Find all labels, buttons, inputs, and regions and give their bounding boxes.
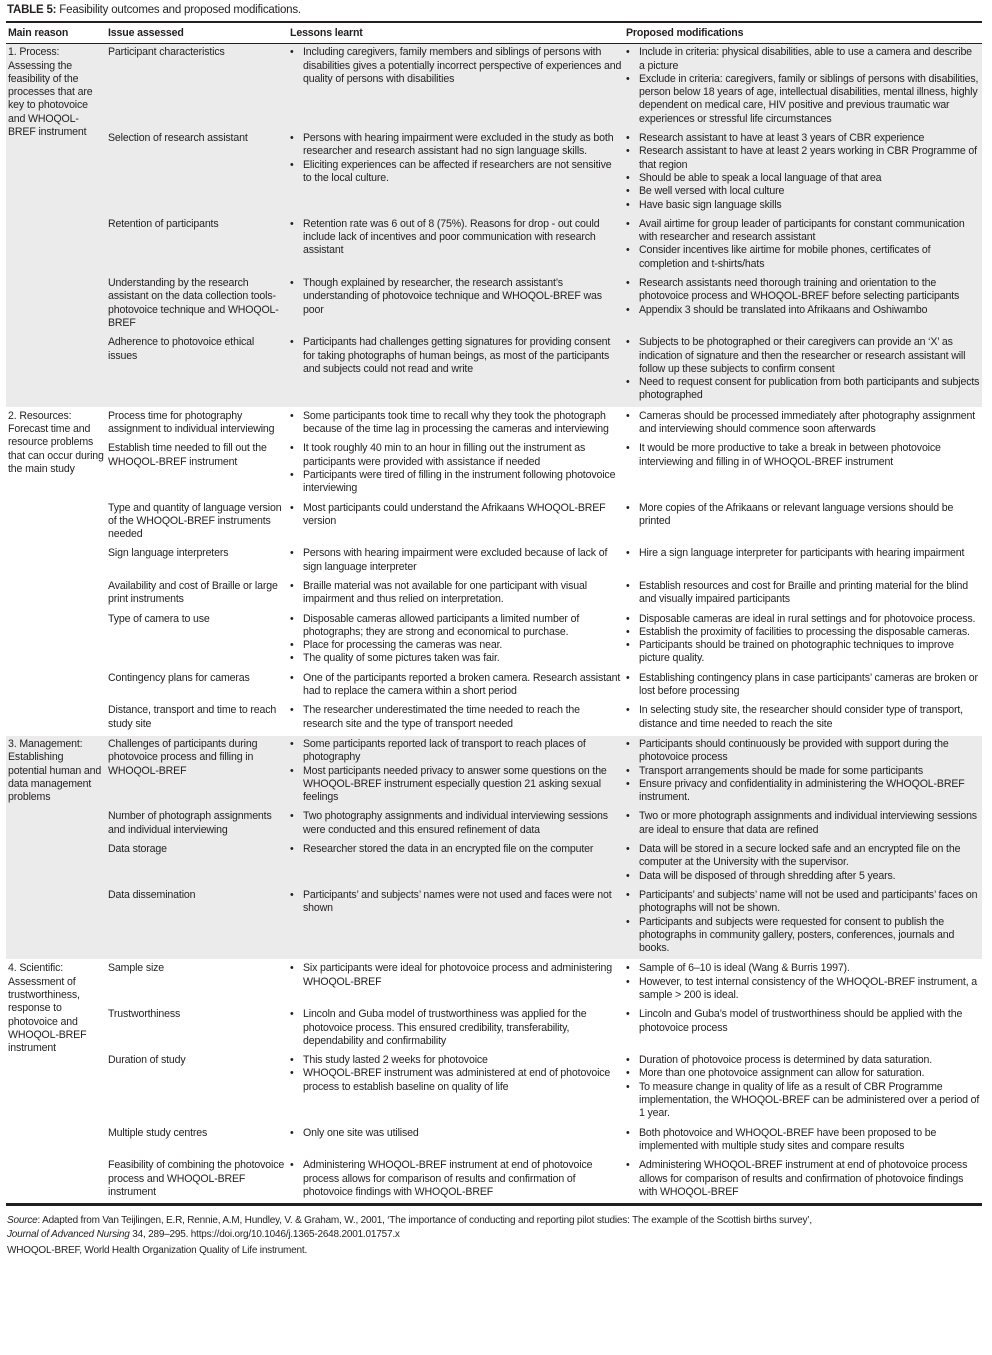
- list-item: • Exclude in criteria: caregivers, family or siblings of persons with disabilities, person below 18 years of age, intellectual disabilities, mental illness, highly dependent on medical care, HIV positive and previous traumatic war experiences or stressful life circumstances: [639, 73, 980, 126]
- lessons-list: [290, 672, 622, 699]
- modifications-cell: [624, 702, 982, 735]
- issue-cell: Number of photograph assignments and individual interviewing: [106, 808, 288, 841]
- modifications-cell: [624, 578, 982, 611]
- list-item: • Have basic sign language skills: [639, 199, 980, 212]
- table-row: [6, 670, 982, 703]
- modifications-cell: [624, 670, 982, 703]
- list-item: • Braille material was not available for one participant with visual impairment and thus relied on interpretation.: [303, 580, 622, 607]
- main-reason-cell: 4. Scientific: Assessment of trustworthiness, response to photovoice and WHOQOL-BREF instrument: [8, 962, 87, 1055]
- lessons-list: [290, 889, 622, 916]
- issue-cell: Contingency plans for cameras: [108, 671, 250, 684]
- issue-cell: Duration of study: [108, 1054, 186, 1067]
- modifications-cell: [624, 500, 982, 546]
- source-citation: 34, 289–295. https://doi.org/10.1046/j.1365-2648.2001.01757.x: [129, 1228, 400, 1240]
- lessons-cell: [288, 1006, 624, 1052]
- modifications-cell: [624, 1125, 982, 1158]
- main-reason-cell: 2. Resources: Forecast time and resource problems that can occur during the main study: [8, 409, 104, 475]
- modifications-cell: [624, 735, 982, 808]
- list-item: • Though explained by researcher, the research assistant’s understanding of photovoice technique and WHOQOL-BREF was poor: [303, 277, 622, 317]
- modifications-list: [626, 962, 980, 1002]
- lessons-list: [290, 218, 622, 258]
- issue-cell: Selection of research assistant: [106, 130, 288, 216]
- list-item: • Participants had challenges getting signatures for providing consent for taking photographs of human beings, as most of the participants and subjects could not read and write: [303, 336, 622, 376]
- modifications-cell: [624, 1157, 982, 1204]
- lessons-list: [290, 1054, 622, 1094]
- table-footnotes: [7, 1214, 812, 1258]
- issue-cell: Feasibility of combining the photovoice process and WHOQOL-BREF instrument: [108, 1159, 285, 1198]
- lessons-list: [290, 410, 622, 437]
- table-group: [6, 407, 982, 735]
- table-row: [6, 1052, 982, 1124]
- lessons-cell: [288, 275, 624, 334]
- issue-cell: Retention of participants: [106, 216, 288, 275]
- table-row: [6, 960, 982, 1006]
- modifications-list: [626, 1159, 980, 1199]
- list-item: • Research assistant to have at least 3 years of CBR experience: [639, 132, 980, 145]
- modifications-list: [626, 502, 980, 529]
- list-item: • Be well versed with local culture: [639, 185, 980, 198]
- issue-cell: Adherence to photovoice ethical issues: [106, 334, 288, 407]
- lessons-cell: [288, 611, 624, 670]
- list-item: • Include in criteria: physical disabilities, able to use a camera and describe a picture: [639, 46, 980, 73]
- issue-cell: Understanding by the research assistant on the data collection tools- photovoice technique and WHOQOL-BREF: [106, 275, 288, 334]
- lessons-list: [290, 810, 622, 837]
- modifications-list: [626, 704, 980, 731]
- list-item: • Transport arrangements should be made for some participants: [639, 765, 980, 778]
- list-item: • Including caregivers, family members and siblings of persons with disabilities gives a potentially incorrect perspective of experiences and quality of persons with disabilities: [303, 46, 622, 86]
- list-item: • The researcher underestimated the time needed to reach the research site and the type of transport needed: [303, 704, 622, 731]
- list-item: • Persons with hearing impairment were excluded because of lack of sign language interpreter: [303, 547, 622, 574]
- issue-cell: Sign language interpreters: [108, 547, 229, 560]
- list-item: • Consider incentives like airtime for mobile phones, certificates of completion and t-shirts/hats: [639, 244, 980, 271]
- list-item: • Sample of 6–10 is ideal (Wang & Burris 1997).: [639, 962, 980, 975]
- list-item: • WHOQOL-BREF instrument was administered at end of photovoice process to establish baseline on quality of life: [303, 1067, 622, 1094]
- lessons-list: [290, 502, 622, 529]
- modifications-list: [626, 1008, 980, 1035]
- issue-cell: Establish time needed to fill out the WHOQOL-BREF instrument: [108, 442, 267, 468]
- list-item: • Participants’ and subjects’ name will not be used and participants’ faces on photographs will not be shown.: [639, 889, 980, 916]
- modifications-cell: [624, 275, 982, 334]
- list-item: • Both photovoice and WHOQOL-BREF have been proposed to be implemented with multiple study sites and compare results: [639, 1127, 980, 1154]
- lessons-list: [290, 738, 622, 804]
- list-item: • Most participants could understand the Afrikaans WHOQOL-BREF version: [303, 502, 622, 529]
- issue-cell: Availability and cost of Braille or large print instruments: [108, 579, 278, 606]
- lessons-list: [290, 1159, 622, 1199]
- table-row: [6, 611, 982, 670]
- list-item: • It would be more productive to take a break in between photovoice interviewing and filling in of WHOQOL-BREF instrument: [639, 442, 980, 469]
- table-row: [6, 216, 982, 275]
- list-item: • Need to request consent for publication from both participants and subjects photographed: [639, 376, 980, 403]
- list-item: • Participants were tired of filling in the instrument following photovoice interviewing: [303, 469, 622, 496]
- list-item: • Participants and subjects were requested for consent to publish the photographs in community gallery, posters, conferences, journals and books.: [639, 916, 980, 956]
- list-item: • Participants should be trained on photographic techniques to improve picture quality.: [639, 639, 980, 666]
- lessons-cell: [288, 808, 624, 841]
- lessons-cell: [288, 841, 624, 887]
- list-item: • This study lasted 2 weeks for photovoice: [303, 1054, 622, 1067]
- modifications-list: [626, 46, 980, 126]
- modifications-list: [626, 442, 980, 469]
- table-title: Feasibility outcomes and proposed modifications.: [59, 4, 301, 16]
- lessons-cell: [288, 545, 624, 578]
- modifications-list: [626, 613, 980, 666]
- table-row: [6, 841, 982, 887]
- list-item: • In selecting study site, the researcher should consider type of transport, distance and time needed to reach the site: [639, 704, 980, 731]
- modifications-list: [626, 218, 980, 271]
- issue-cell: Multiple study centres: [108, 1126, 208, 1139]
- source-label: Source: [7, 1215, 38, 1227]
- list-item: • Some participants reported lack of transport to reach places of photography: [303, 738, 622, 765]
- lessons-list: [290, 704, 622, 731]
- lessons-cell: [288, 1157, 624, 1204]
- issue-cell: Data dissemination: [106, 887, 288, 960]
- list-item: • Research assistant to have at least 2 years working in CBR Programme of that region: [639, 145, 980, 172]
- list-item: • Participants should continuously be provided with support during the photovoice process: [639, 738, 980, 765]
- modifications-list: [626, 410, 980, 437]
- lessons-cell: [288, 578, 624, 611]
- modifications-cell: [624, 611, 982, 670]
- list-item: • Six participants were ideal for photovoice process and administering WHOQOL-BREF: [303, 962, 622, 989]
- modifications-cell: [624, 1006, 982, 1052]
- table-row: [6, 545, 982, 578]
- modifications-cell: [624, 440, 982, 499]
- list-item: • Two or more photograph assignments and individual interviewing sessions are ideal to ensure that data are refined: [639, 810, 980, 837]
- modifications-list: [626, 810, 980, 837]
- table-row: [6, 1125, 982, 1158]
- lessons-list: [290, 132, 622, 185]
- list-item: • Establish the proximity of facilities to processing the disposable cameras.: [639, 626, 980, 639]
- modifications-cell: [624, 407, 982, 440]
- lessons-cell: [288, 130, 624, 216]
- lessons-list: [290, 843, 622, 856]
- list-item: • Administering WHOQOL-BREF instrument at end of photovoice process allows for comparison of results and confirmation of photovoice findings with WHOQOL-BREF: [639, 1159, 980, 1199]
- issue-cell: Trustworthiness: [108, 1008, 181, 1021]
- lessons-cell: [288, 1052, 624, 1124]
- modifications-cell: [624, 334, 982, 407]
- modifications-list: [626, 277, 980, 317]
- list-item: • Place for processing the cameras was near.: [303, 639, 622, 652]
- modifications-list: [626, 1054, 980, 1120]
- lessons-cell: [288, 440, 624, 499]
- lessons-cell: [288, 1125, 624, 1158]
- issue-cell: Data storage: [106, 841, 288, 887]
- list-item: • Avail airtime for group leader of participants for constant communication with researcher and research assistant: [639, 218, 980, 245]
- table-row: [6, 275, 982, 334]
- lessons-list: [290, 547, 622, 574]
- issue-cell: Process time for photography assignment to individual interviewing: [108, 409, 275, 436]
- table-row: [6, 887, 982, 960]
- list-item: • Research assistants need thorough training and orientation to the photovoice process and WHOQOL-BREF before selecting participants: [639, 277, 980, 304]
- table-row: [6, 44, 982, 130]
- lessons-list: [290, 1008, 622, 1048]
- list-item: • More than one photovoice assignment can allow for saturation.: [639, 1067, 980, 1080]
- modifications-cell: [624, 841, 982, 887]
- lessons-cell: [288, 702, 624, 735]
- modifications-list: [626, 889, 980, 955]
- modifications-cell: [624, 960, 982, 1006]
- list-item: • Most participants needed privacy to answer some questions on the WHOQOL-BREF instrument especially question 21 asking sexual feelings: [303, 765, 622, 805]
- list-item: • Data will be disposed of through shredding after 5 years.: [639, 870, 980, 883]
- list-item: • Persons with hearing impairment were excluded in the study as both researcher and research assistant had no sign language skills.: [303, 132, 622, 159]
- journal-name: Journal of Advanced Nursing: [7, 1228, 130, 1240]
- list-item: • Eliciting experiences can be affected if researchers are not sensitive to the local culture.: [303, 159, 622, 186]
- lessons-list: [290, 580, 622, 607]
- issue-cell: Type of camera to use: [108, 612, 210, 625]
- modifications-cell: [624, 545, 982, 578]
- modifications-cell: [624, 216, 982, 275]
- list-item: • Two photography assignments and individual interviewing sessions were conducted and this ensured refinement of data: [303, 810, 622, 837]
- source-text: : Adapted from Van Teijlingen, E.R, Rennie, A.M, Hundley, V. & Graham, W., 2001, ‘The importance of conducting and reporting pilot studies: The example of the Scottish births survey’,: [37, 1215, 812, 1227]
- list-item: • Cameras should be processed immediately after photography assignment and interviewing should commence soon afterwards: [639, 410, 980, 437]
- main-reason-cell: 3. Management: Establishing potential human and data management problems: [6, 735, 106, 959]
- lessons-list: [290, 613, 622, 666]
- table-row: [6, 702, 982, 735]
- list-item: • One of the participants reported a broken camera. Research assistant had to replace the camera within a short period: [303, 672, 622, 699]
- lessons-cell: [288, 334, 624, 407]
- table-row: [6, 808, 982, 841]
- list-item: • Lincoln and Guba model of trustworthiness was applied for the photovoice process. This ensured credibility, transferability, dependability and confirmability: [303, 1008, 622, 1048]
- modifications-cell: [624, 130, 982, 216]
- feasibility-table: [6, 21, 982, 1206]
- table-row: [6, 500, 982, 546]
- table-row: [6, 578, 982, 611]
- list-item: • Establish resources and cost for Braille and printing material for the blind and visually impaired participants: [639, 580, 980, 607]
- lessons-list: [290, 962, 622, 989]
- list-item: • Appendix 3 should be translated into Afrikaans and Oshiwambo: [639, 304, 980, 317]
- lessons-list: [290, 277, 622, 317]
- lessons-cell: [288, 216, 624, 275]
- modifications-list: [626, 1127, 980, 1154]
- modifications-cell: [624, 44, 982, 130]
- modifications-list: [626, 132, 980, 212]
- issue-cell: Participant characteristics: [106, 44, 288, 130]
- lessons-list: [290, 46, 622, 86]
- table-caption: [7, 4, 301, 16]
- table-row: [6, 735, 982, 808]
- lessons-list: [290, 336, 622, 376]
- list-item: • Disposable cameras are ideal in rural settings and for photovoice process.: [639, 613, 980, 626]
- list-item: • To measure change in quality of life as a result of CBR Programme implementation, the WHOQOL-BREF can be administered over a period of 1 year.: [639, 1081, 980, 1121]
- lessons-cell: [288, 960, 624, 1006]
- list-item: • Subjects to be photographed or their caregivers can provide an ‘X’ as indication of signature and then the researcher or research assistant will follow up these subjects to confirm consent: [639, 336, 980, 376]
- modifications-list: [626, 547, 980, 560]
- list-item: • However, to test internal consistency of the WHOQOL-BREF instrument, a sample > 200 is ideal.: [639, 976, 980, 1003]
- header-issue-assessed: Issue assessed: [108, 27, 184, 39]
- list-item: • Lincoln and Guba’s model of trustworthiness should be applied with the photovoice process: [639, 1008, 980, 1035]
- list-item: • Ensure privacy and confidentiality in administering the WHOQOL-BREF instrument.: [639, 778, 980, 805]
- lessons-cell: [288, 44, 624, 130]
- table-header-row: [6, 22, 982, 44]
- modifications-list: [626, 672, 980, 699]
- issue-cell: Type and quantity of language version of the WHOQOL-BREF instruments needed: [108, 501, 282, 541]
- list-item: • Hire a sign language interpreter for participants with hearing impairment: [639, 547, 980, 560]
- table-row: [6, 130, 982, 216]
- table-row: [6, 1006, 982, 1052]
- lessons-list: [290, 1127, 622, 1140]
- lessons-cell: [288, 735, 624, 808]
- header-proposed-modifications: Proposed modifications: [626, 27, 744, 39]
- issue-cell: Distance, transport and time to reach study site: [108, 704, 277, 730]
- list-item: • Should be able to speak a local language of that area: [639, 172, 980, 185]
- list-item: • Administering WHOQOL-BREF instrument at end of photovoice process allows for comparison of results and confirmation of photovoice findings with WHOQOL-BREF: [303, 1159, 622, 1199]
- lessons-list: [290, 442, 622, 495]
- list-item: • Participants’ and subjects’ names were not used and faces were not shown: [303, 889, 622, 916]
- issue-cell: Sample size: [108, 962, 165, 975]
- list-item: • It took roughly 40 min to an hour in filling out the instrument as participants were provided with assistance if needed: [303, 442, 622, 469]
- modifications-cell: [624, 1052, 982, 1124]
- list-item: • More copies of the Afrikaans or relevant language versions should be printed: [639, 502, 980, 529]
- header-lessons-learnt: Lessons learnt: [290, 27, 363, 39]
- list-item: • Some participants took time to recall why they took the photograph because of the time lag in processing the cameras and interviewing: [303, 410, 622, 437]
- abbreviation-note: WHOQOL-BREF, World Health Organization Quality of Life instrument.: [7, 1245, 308, 1257]
- list-item: • Disposable cameras allowed participants a limited number of photographs; they are strong and economical to purchase.: [303, 613, 622, 640]
- table-row: [6, 334, 982, 407]
- main-reason-cell: 1. Process: Assessing the feasibility of the processes that are key to photovoice and WHOQOL-BREF instrument: [6, 44, 106, 407]
- modifications-list: [626, 843, 980, 883]
- table-group: [6, 735, 982, 959]
- table-label: TABLE 5:: [7, 4, 57, 16]
- issue-cell: Challenges of participants during photovoice process and filling in WHOQOL-BREF: [106, 735, 288, 808]
- table-row: [6, 440, 982, 499]
- modifications-list: [626, 580, 980, 607]
- list-item: • The quality of some pictures taken was fair.: [303, 652, 622, 665]
- list-item: • Establishing contingency plans in case participants’ cameras are broken or lost before processing: [639, 672, 980, 699]
- header-main-reason: Main reason: [8, 27, 69, 39]
- modifications-cell: [624, 808, 982, 841]
- table-group: [6, 44, 982, 407]
- table-group: [6, 960, 982, 1205]
- modifications-list: [626, 336, 980, 402]
- lessons-cell: [288, 407, 624, 440]
- table-row: [6, 1157, 982, 1204]
- lessons-cell: [288, 500, 624, 546]
- list-item: • Only one site was utilised: [303, 1127, 622, 1140]
- table-row: [6, 407, 982, 440]
- lessons-cell: [288, 887, 624, 960]
- list-item: • Researcher stored the data in an encrypted file on the computer: [303, 843, 622, 856]
- list-item: • Data will be stored in a secure locked safe and an encrypted file on the computer at the University with the supervisor.: [639, 843, 980, 870]
- lessons-cell: [288, 670, 624, 703]
- modifications-cell: [624, 887, 982, 960]
- list-item: • Retention rate was 6 out of 8 (75%). Reasons for drop - out could include lack of incentives and poor communication with research assistant: [303, 218, 622, 258]
- list-item: • Duration of photovoice process is determined by data saturation.: [639, 1054, 980, 1067]
- modifications-list: [626, 738, 980, 804]
- source-note: [7, 1214, 812, 1241]
